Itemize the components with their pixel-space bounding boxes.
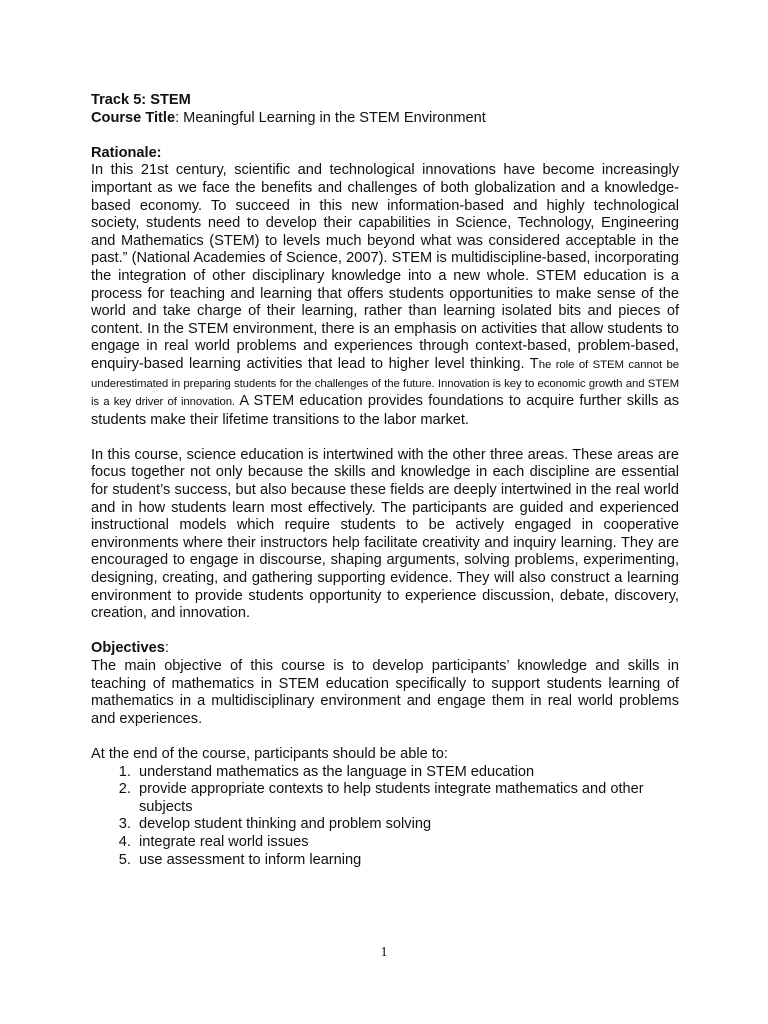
rationale-paragraph-2: In this course, science education is intertwined with the other three areas. These areas are focus together not only because the skills and knowledge in each discipline are essential for student’s success, but also because these fields are deeply intertwined in the real world and in how students learn most effectively. The participants are guided and experienced instructional models which require students to be actively engaged in cooperative environments where their instructors help facilitate creativity and inquiry learning. They are encouraged to engage in discourse, shaping arguments, solving problems, experimenting, designing, creating, and gathering supporting evidence. They will also construct a learning environment to provide students opportunity to experience discussion, debate, discovery, creation, and innovation.	[91, 446, 679, 622]
course-title-label: Course Title	[91, 109, 176, 126]
objective-item: 1. understand mathematics as the language in STEM education	[135, 764, 679, 782]
rationale-p1-end: A STEM education provides foundations to acquire further skills as students make their lifetime transitions to the labor market.	[91, 393, 679, 428]
objective-item: 3. develop student thinking and problem solving	[135, 816, 679, 834]
objectives-heading-colon: :	[164, 640, 169, 657]
objectives-heading: Objectives	[91, 640, 165, 657]
rationale-p1-main: In this 21st century, scientific and technological innovations have become increasingly important as we face the benefits and challenges of both globalization and a knowledge-based economy. To succeed in this new information-based and highly technological society, students need to develop their capabilities in Science, Technology, Engineering and Mathematics (STEM) to levels much beyond what was considered acceptable in the past.” (National Academies of Science, 2007). STEM is multidiscipline-based, incorporating the integration of other disciplinary knowledge into a new whole. STEM education is a process for teaching and learning that offers students opportunities to make sense of the world and take charge of their learning, rather than learning isolated bits and pieces of content. In the STEM environment, there is an emphasis on activities that allow students to engage in real world problems and experiences through context-based, problem-based, enquiry-based learning activities that lead to higher level thinking. T	[91, 162, 679, 372]
page-number: 1	[380, 945, 388, 960]
document-body	[91, 92, 679, 869]
spacer	[91, 623, 679, 641]
rationale-heading: Rationale:	[91, 144, 162, 161]
objectives-heading-line	[91, 640, 679, 658]
course-title-line	[91, 110, 679, 128]
spacer	[91, 728, 679, 746]
rationale-p1-small: he role of STEM cannot be underestimated in preparing students for the challenges of the future. Innovation is key to economic growth and STEM is a key driver of innovation.	[91, 358, 679, 409]
objectives-list	[91, 764, 679, 870]
objectives-paragraph: The main objective of this course is to develop participants’ knowledge and skills in teaching of mathematics in STEM education specifically to support students learning of mathematics in a multidisciplinary environment and engage them in real world problems and experiences.	[91, 658, 679, 727]
spacer	[91, 127, 679, 145]
objective-item: 2. provide appropriate contexts to help students integrate mathematics and other subjects	[135, 781, 679, 816]
objective-item: 4. integrate real world issues	[135, 834, 679, 852]
track-heading: Track 5: STEM	[91, 92, 191, 108]
course-title-value: : Meaningful Learning in the STEM Environment	[175, 109, 486, 126]
objective-item: 5. use assessment to inform learning	[135, 852, 679, 870]
rationale-paragraph-1	[91, 162, 679, 429]
objectives-intro: At the end of the course, participants should be able to:	[91, 745, 448, 762]
spacer	[91, 429, 679, 447]
